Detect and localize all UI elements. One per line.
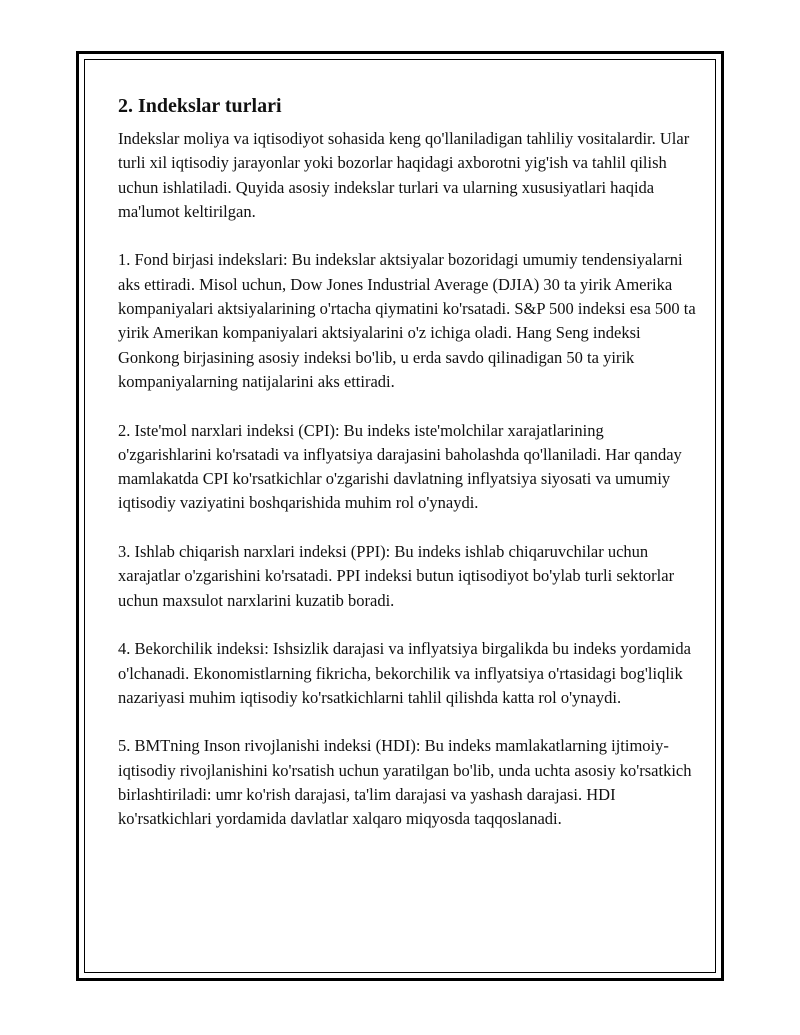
misery-index-paragraph: 4. Bekorchilik indeksi: Ishsizlik darajasi va inflyatsiya birgalikda bu indeks yordamida o'lchanadi. Ekonomistlarning fikricha, bekorchilik va inflyatsiya o'rtasidagi bog'liqlik nazariyasi muhim iqtisodiy ko'rsatkichlarni tahlil qilishda katta rol o'ynaydi. xyxy=(118,639,691,707)
section-heading: 2. Indekslar turlari xyxy=(118,95,282,117)
ppi-paragraph: 3. Ishlab chiqarish narxlari indeksi (PPI): Bu indeks ishlab chiqaruvchilar uchun xarajatlar o'zgarishini ko'rsatadi. PPI indeksi butun iqtisodiyot bo'ylab turli sektorlar uchun maxsulot narxlarini kuzatib boradi. xyxy=(118,542,675,610)
intro-paragraph: Indekslar moliya va iqtisodiyot sohasida keng qo'llaniladigan tahliliy vositalardir. Ular turli xil iqtisodiy jarayonlar yoki bozorlar haqidagi axborotni yig'ish va tahlil qilish uchun ishlatiladi. Quyida asosiy indekslar turlari va ularning xususiyatlari haqida ma'lumot keltirilgan. xyxy=(118,129,690,221)
cpi-paragraph: 2. Iste'mol narxlari indeksi (CPI): Bu indeks iste'molchilar xarajatlarining o'zgarishlarini ko'rsatadi va inflyatsiya darajasini baholashda qo'llaniladi. Har qanday mamlakatda CPI ko'rsatkichlar o'zgarishi davlatning inflyatsiya siyosati va umumiy iqtisodiy vaziyatini boshqarishida muhim rol o'ynaydi. xyxy=(118,420,682,513)
hdi-paragraph: 5. BMTning Inson rivojlanishi indeksi (HDI): Bu indeks mamlakatlarning ijtimoiy-iqtisodiy rivojlanishini ko'rsatish uchun yaratilgan bo'lib, unda uchta asosiy ko'rsatkich birlashtiriladi: umr ko'rish darajasi, ta'lim darajasi va yashash darajasi. HDI ko'rsatkichlari yordamida davlatlar xalqaro miqyosda taqqoslanadi. xyxy=(118,736,692,829)
stock-index-paragraph: 1. Fond birjasi indekslari: Bu indekslar aktsiyalar bozoridagi umumiy tendensiyalarni aks ettiradi. Misol uchun, Dow Jones Industrial Average (DJIA) 30 ta yirik Amerika kompaniyalari aktsiyalarining o'rtacha qiymatini ko'rsatadi. S&P 500 indeksi esa 500 ta yirik Amerikan kompaniyalari aktsiyalarini o'z ichiga oladi. Hang Seng indeksi Gonkong birjasining asosiy indeksi bo'lib, u erda savdo qilinadigan 50 ta yirik kompaniyalarning natijalarini aks ettiradi. xyxy=(118,250,696,391)
document-body xyxy=(118,93,698,832)
